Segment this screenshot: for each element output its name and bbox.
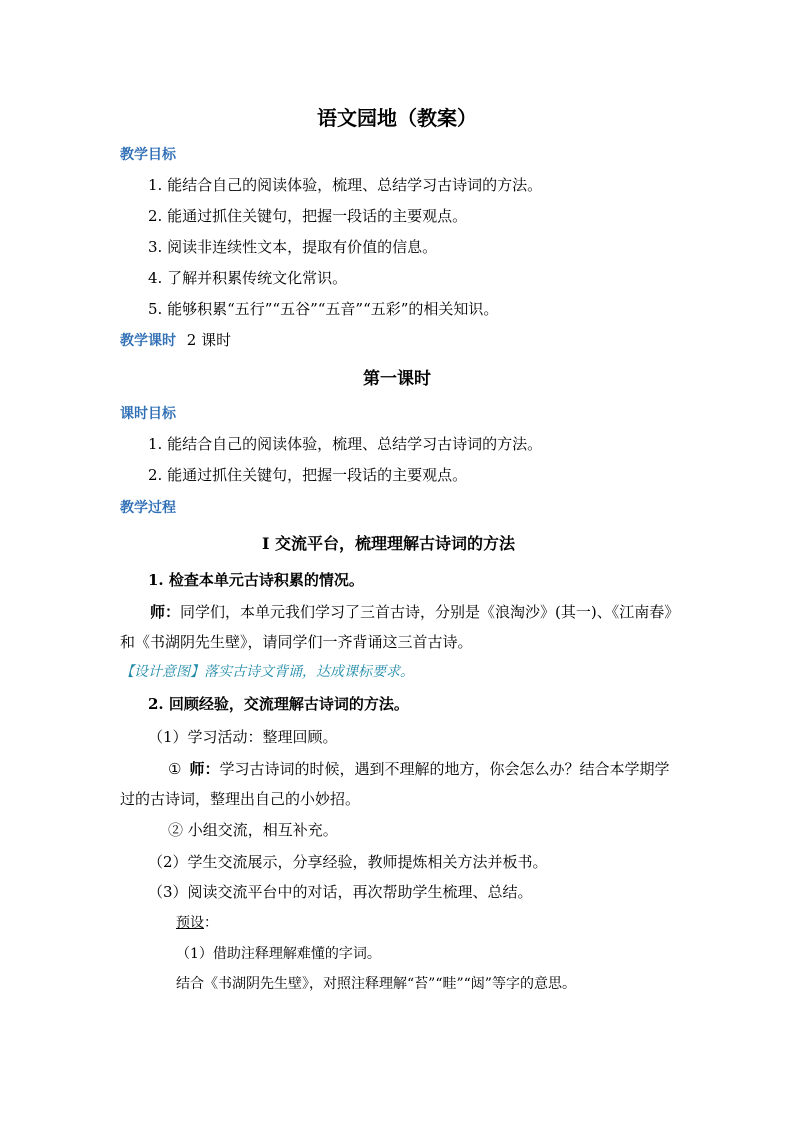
objectives-heading: 教学目标	[120, 147, 176, 163]
hours-value: 2 课时	[186, 331, 232, 349]
lesson-goal-2: 2. 能通过抓住关键句，把握一段话的主要观点。	[148, 466, 468, 484]
objective-item-2: 2. 能通过抓住关键句，把握一段话的主要观点。	[148, 207, 468, 225]
circle-item-1	[120, 754, 680, 814]
objective-item-1: 1. 能结合自己的阅读体验，梳理、总结学习古诗词的方法。	[148, 176, 543, 194]
section-title: Ⅰ 交流平台，梳理理解古诗词的方法	[262, 534, 516, 553]
preset-item-1: （1）借助注释理解难懂的字词。	[176, 946, 381, 962]
teacher-label: 师：	[150, 603, 181, 621]
preset-colon: ：	[204, 915, 218, 931]
document-title: 语文园地（教案）	[317, 106, 477, 130]
sub-item-2: （2）学生交流展示，分享经验，教师提炼相关方法并板书。	[148, 853, 548, 871]
circle-teacher-text: 学习古诗词的时候，遇到不理解的地方，你会怎么办？结合本学期学过的古诗词，整理出自己的小妙招。	[120, 760, 670, 808]
design-intent: 【设计意图】落实古诗文背诵，达成课标要求。	[120, 664, 414, 680]
preset-heading	[176, 913, 218, 933]
objective-item-5: 5. 能够积累“五行”“五谷”“五音”“五彩”的相关知识。	[148, 300, 499, 318]
hours-line	[120, 330, 231, 351]
circle-item-2: ② 小组交流，相互补充。	[168, 821, 338, 839]
circle-number-1: ①	[168, 760, 182, 778]
teacher-paragraph	[120, 597, 680, 657]
objective-item-4: 4. 了解并积累传统文化常识。	[148, 269, 348, 287]
preset-label: 预设	[176, 915, 204, 931]
process-heading: 教学过程	[120, 500, 176, 516]
step-2: 2. 回顾经验，交流理解古诗词的方法。	[148, 695, 409, 713]
circle-teacher-label: 师：	[189, 760, 220, 778]
lesson-goal-heading: 课时目标	[120, 406, 176, 422]
lesson1-title: 第一课时	[363, 369, 431, 389]
sub-item-3: （3）阅读交流平台中的对话，再次帮助学生梳理、总结。	[148, 883, 533, 901]
hours-heading: 教学课时	[120, 333, 176, 349]
objective-item-3: 3. 阅读非连续性文本，提取有价值的信息。	[148, 238, 438, 256]
teacher-text: 同学们，本单元我们学习了三首古诗，分别是《浪淘沙》(其一)、《江南春》和《书湖阴先生壁》，请同学们一齐背诵这三首古诗。	[120, 603, 680, 651]
step-1: 1. 检查本单元古诗积累的情况。	[148, 571, 364, 589]
preset-item-1-text: 结合《书湖阴先生壁》，对照注释理解“苔”“畦”“闼”等字的意思。	[176, 976, 576, 992]
sub-item-1: （1）学习活动：整理回顾。	[148, 728, 338, 746]
lesson-goal-1: 1. 能结合自己的阅读体验，梳理、总结学习古诗词的方法。	[148, 435, 543, 453]
